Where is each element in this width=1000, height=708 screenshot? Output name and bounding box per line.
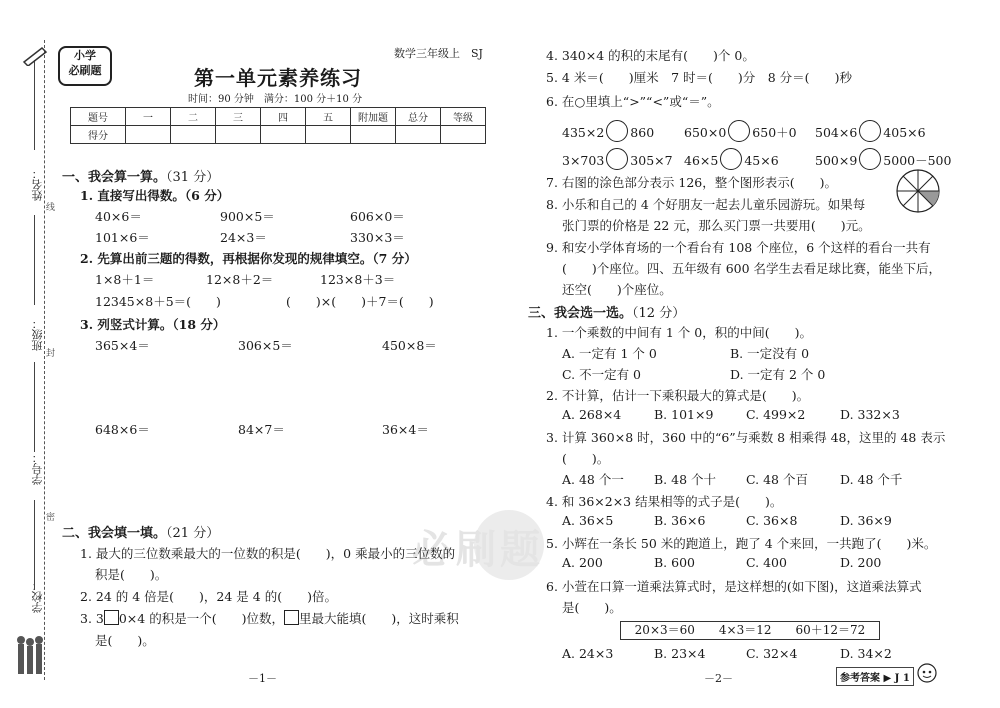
id-blank xyxy=(34,362,36,452)
choice-option[interactable]: B. 36×6 xyxy=(654,513,706,528)
fill-q1-line2[interactable]: 积是( )。 xyxy=(95,567,168,582)
fill-q3-line1[interactable]: 3. 3 0×4 的积是一个( )位数， 里最大能填( )，这时乘积 xyxy=(80,611,459,626)
section-1-heading: 一、我会算一算。（31 分） xyxy=(62,170,220,185)
section-2-heading: 二、我会填一填。（21 分） xyxy=(62,526,220,541)
fill-q8-line1: 8. 小乐和自己的 4 个好朋友一起去儿童乐园游玩。如果每 xyxy=(546,197,866,212)
choice-option[interactable]: D. 34×2 xyxy=(840,646,892,661)
choice-q3-line2: ( )。 xyxy=(562,451,610,466)
choice-option[interactable]: C. 32×4 xyxy=(746,646,798,661)
score-input[interactable] xyxy=(441,126,486,144)
choice-q6-line2: 是( )。 xyxy=(562,600,622,615)
pencil-icon xyxy=(22,44,50,66)
class-blank xyxy=(34,215,36,305)
choice-option[interactable]: A. 一定有 1 个 0 xyxy=(562,346,657,361)
score-cell: 题号 xyxy=(71,108,126,126)
q3-item: 84×7＝ xyxy=(238,422,285,437)
compare-circle xyxy=(606,120,628,142)
q2-item: 12×8＋2＝ xyxy=(206,272,274,287)
choice-q2: 2. 不计算，估计一下乘积最大的算式是( )。 xyxy=(546,388,810,403)
class-label: 班级： xyxy=(31,318,44,351)
choice-q6-line1: 6. 小萱在口算一道乘法算式时，是这样想的(如下图)，这道乘法算式 xyxy=(546,579,922,594)
fill-q9-line2[interactable]: ( )个座位。四、五年级有 600 名学生去看足球比赛，能坐下后， xyxy=(562,261,942,276)
page-number-left: －1－ xyxy=(248,672,277,685)
margin-feng: 封 xyxy=(46,349,56,359)
page-number-right: －2－ xyxy=(704,672,733,685)
q2-title: 2. 先算出前三题的得数，再根据你发现的规律填空。（7 分） xyxy=(80,251,417,266)
compare-item[interactable]: 46×5 45×6 xyxy=(684,148,779,170)
mascot-face-icon xyxy=(916,662,938,684)
choice-option[interactable]: A. 48 个一 xyxy=(562,472,624,487)
q3-item: 306×5＝ xyxy=(238,338,293,353)
q2-item: 123×8＋3＝ xyxy=(320,272,396,287)
choice-option[interactable]: C. 400 xyxy=(746,555,787,570)
choice-option[interactable]: B. 48 个十 xyxy=(654,472,717,487)
score-input[interactable] xyxy=(306,126,351,144)
q1-item: 330×3＝ xyxy=(350,230,405,245)
choice-option[interactable]: C. 不一定有 0 xyxy=(562,367,641,382)
score-cell: 总分 xyxy=(396,108,441,126)
choice-option[interactable]: D. 一定有 2 个 0 xyxy=(730,367,826,382)
fill-q1-line1[interactable]: 1. 最大的三位数乘最大的一位数的积是( )，0 乘最小的三位数的 xyxy=(80,546,456,561)
score-cell: 三 xyxy=(216,108,261,126)
choice-option[interactable]: D. 36×9 xyxy=(840,513,892,528)
choice-q4: 4. 和 36×2×3 结果相等的式子是( )。 xyxy=(546,494,783,509)
fill-q7[interactable]: 7. 右图的涂色部分表示 126，整个图形表示( )。 xyxy=(546,175,837,190)
score-input[interactable] xyxy=(261,126,306,144)
score-cell: 附加题 xyxy=(351,108,396,126)
q1-item: 101×6＝ xyxy=(95,230,150,245)
fill-q6-title: 6. 在○里填上“>”“<”或“＝”。 xyxy=(546,94,720,109)
q3-title: 3. 列竖式计算。（18 分） xyxy=(80,317,226,332)
choice-option[interactable]: C. 499×2 xyxy=(746,407,806,422)
q3-item: 450×8＝ xyxy=(382,338,437,353)
choice-option[interactable]: A. 268×4 xyxy=(562,407,622,422)
q3-item: 36×4＝ xyxy=(382,422,429,437)
digit-box[interactable] xyxy=(284,610,299,625)
score-cell: 二 xyxy=(171,108,216,126)
watermark: 必刷题 xyxy=(412,526,544,573)
margin-xian: 线 xyxy=(46,203,56,213)
choice-option[interactable]: A. 200 xyxy=(562,555,603,570)
q2-item[interactable]: ( )×( )＋7＝( ) xyxy=(286,294,434,309)
brand-logo: 小学 必刷题 xyxy=(58,46,112,86)
answer-reference-tag[interactable]: 参考答案 ▶ J 1 xyxy=(836,667,914,686)
choice-option[interactable]: A. 36×5 xyxy=(562,513,614,528)
fill-q3-line2[interactable]: 是( )。 xyxy=(95,633,155,648)
choice-option[interactable]: C. 36×8 xyxy=(746,513,798,528)
q1-item: 606×0＝ xyxy=(350,209,405,224)
choice-q5: 5. 小辉在一条长 50 米的跑道上，跑了 4 个来回，一共跑了( )米。 xyxy=(546,536,937,551)
choice-q1: 1. 一个乘数的中间有 1 个 0，积的中间( )。 xyxy=(546,325,812,340)
choice-option[interactable]: D. 200 xyxy=(840,555,882,570)
fill-q2[interactable]: 2. 24 的 4 倍是( )，24 是 4 的( )倍。 xyxy=(80,589,337,604)
choice-q3-line1: 3. 计算 360×8 时，360 中的“6”与乘数 8 相乘得 48，这里的 48 表示 xyxy=(546,430,946,445)
score-cell: 等级 xyxy=(441,108,486,126)
id-label: 学号： xyxy=(31,452,44,485)
q1-item: 24×3＝ xyxy=(220,230,267,245)
subject-label: 数学三年级上 SJ xyxy=(394,47,483,60)
fill-q9-line1: 9. 和安小学体育场的一个看台有 108 个座位，6 个这样的看台一共有 xyxy=(546,240,931,255)
compare-item[interactable]: 435×2 860 xyxy=(562,120,654,142)
fill-q8-line2[interactable]: 张门票的价格是 22 元，那么买门票一共要用( )元。 xyxy=(562,218,871,233)
choice-option[interactable]: A. 24×3 xyxy=(562,646,614,661)
name-blank xyxy=(34,60,36,150)
compare-circle xyxy=(720,148,742,170)
score-cell: 得分 xyxy=(71,126,126,144)
q3-item: 648×6＝ xyxy=(95,422,150,437)
page-title: 第一单元素养练习 xyxy=(194,66,362,90)
score-cell: 五 xyxy=(306,108,351,126)
fill-q9-line3[interactable]: 还空( )个座位。 xyxy=(562,282,672,297)
choice-option[interactable]: C. 48 个百 xyxy=(746,472,808,487)
score-input[interactable] xyxy=(351,126,396,144)
score-header-row xyxy=(71,108,486,126)
choice-option[interactable]: B. 600 xyxy=(654,555,695,570)
compare-circle xyxy=(859,120,881,142)
score-input[interactable] xyxy=(171,126,216,144)
q3-item: 365×4＝ xyxy=(95,338,150,353)
choice-option[interactable]: B. 一定没有 0 xyxy=(730,346,810,361)
score-cell: 四 xyxy=(261,108,306,126)
q2-item[interactable]: 12345×8＋5＝( ) xyxy=(95,294,221,309)
time-info: 时间：90 分钟 满分：100 分＋10 分 xyxy=(188,94,363,105)
q1-item: 40×6＝ xyxy=(95,209,142,224)
compare-circle xyxy=(728,120,750,142)
compare-circle xyxy=(606,148,628,170)
choice-option[interactable]: D. 48 个千 xyxy=(840,472,903,487)
fill-q4[interactable]: 4. 340×4 的积的末尾有( )个 0。 xyxy=(546,48,755,63)
score-value-row xyxy=(71,126,486,144)
compare-item[interactable]: 500×9 5000－500 xyxy=(815,148,951,170)
q1-title: 1. 直接写出得数。（6 分） xyxy=(80,188,230,203)
q1-item: 900×5＝ xyxy=(220,209,275,224)
compare-item[interactable]: 3×703 305×7 xyxy=(562,148,673,170)
choice-option[interactable]: D. 332×3 xyxy=(840,407,900,422)
school-label: 学校： xyxy=(31,580,44,613)
shaded-circle-figure xyxy=(895,168,941,214)
school-blank xyxy=(34,500,36,590)
children-silhouette-icon xyxy=(16,630,46,676)
compare-item[interactable]: 650×0 650＋0 xyxy=(684,120,797,142)
name-label: 姓名： xyxy=(31,168,44,201)
fill-q5[interactable]: 5. 4 米＝( )厘米 7 时＝( )分 8 分＝( )秒 xyxy=(546,70,852,85)
score-cell: 一 xyxy=(126,108,171,126)
score-input[interactable] xyxy=(396,126,441,144)
digit-box[interactable] xyxy=(104,610,119,625)
section-3-heading: 三、我会选一选。（12 分） xyxy=(528,306,686,321)
choice-option[interactable]: B. 23×4 xyxy=(654,646,706,661)
margin-mi: 密 xyxy=(46,513,56,523)
compare-circle xyxy=(859,148,881,170)
score-input[interactable] xyxy=(216,126,261,144)
formula-box: 20×3＝60 4×3＝12 60＋12＝72 xyxy=(620,621,880,640)
q2-item: 1×8＋1＝ xyxy=(95,272,155,287)
score-table xyxy=(70,107,486,144)
score-input[interactable] xyxy=(126,126,171,144)
choice-option[interactable]: B. 101×9 xyxy=(654,407,714,422)
compare-item[interactable]: 504×6 405×6 xyxy=(815,120,926,142)
